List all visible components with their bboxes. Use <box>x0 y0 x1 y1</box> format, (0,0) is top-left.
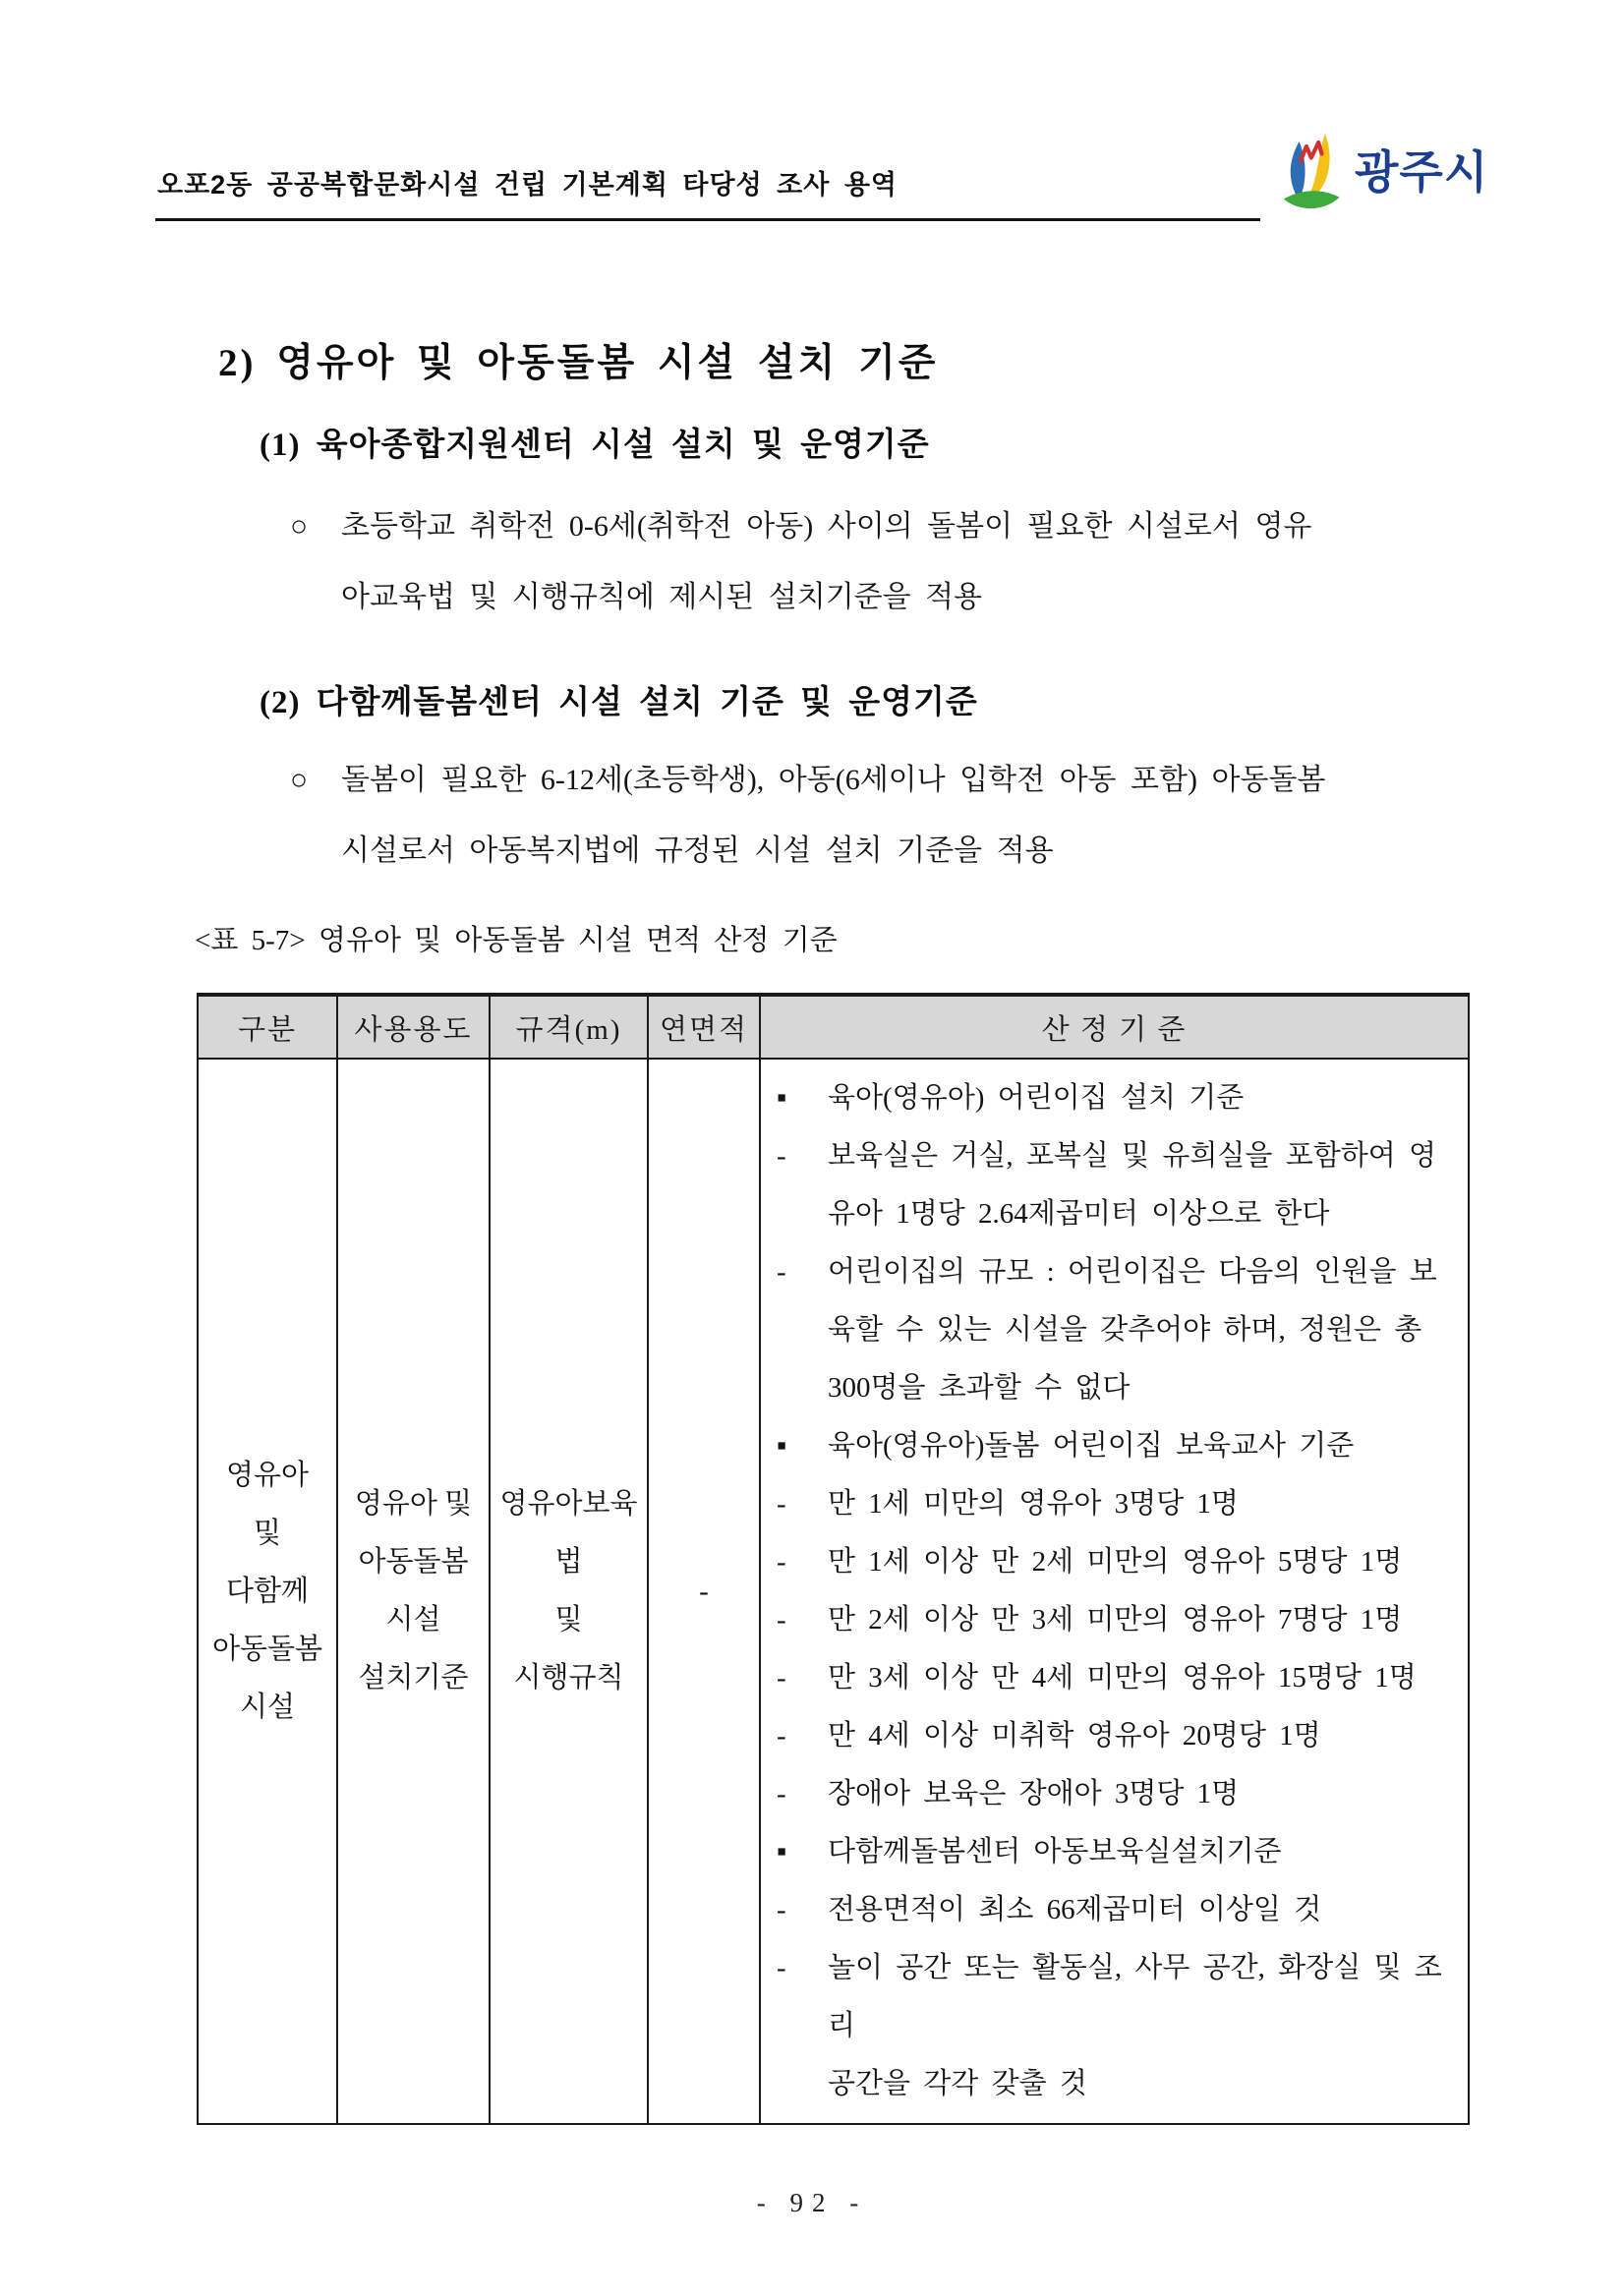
logo-text: 광주시 <box>1355 146 1489 198</box>
column-header-gubun: 구분 <box>198 995 337 1059</box>
cell-criteria <box>760 1059 1469 2124</box>
table-caption: <표 5-7> 영유아 및 아동돌봄 시설 면적 산정 기준 <box>195 925 838 956</box>
bullet-line: 초등학교 취학전 0-6세(취학전 아동) 사이의 돌봄이 필요한 시설로서 영유 <box>341 510 1312 543</box>
criteria-text: 만 2세 이상 만 3세 미만의 영유아 7명당 1명 <box>828 1604 1403 1636</box>
circle-bullet-icon: ○ <box>290 510 309 543</box>
cell-line: 영유아보육법 <box>499 1488 638 1578</box>
column-header-area: 연면적 <box>648 995 760 1059</box>
criteria-marker: - <box>777 1488 786 1520</box>
criteria-text: 장애아 보육은 장애아 3명당 1명 <box>828 1778 1240 1809</box>
cell-line: 영유아 <box>225 1459 310 1491</box>
bullet-line: 돌봄이 필요한 6-12세(초등학생), 아동(6세이나 입학전 아동 포함) 아동돌봄 <box>341 764 1326 796</box>
cell-line: 및 <box>253 1517 281 1549</box>
criteria-marker: - <box>777 1256 786 1288</box>
column-header-usage: 사용용도 <box>337 995 490 1059</box>
cell-line: 다함께 <box>225 1575 310 1607</box>
criteria-text: 만 4세 이상 미취학 영유아 20명당 1명 <box>828 1720 1321 1751</box>
cell-line: 시행규칙 <box>513 1662 624 1693</box>
section-heading: 2) 영유아 및 아동돌봄 시설 설치 기준 <box>218 342 939 384</box>
subsection-1-heading: (1) 육아종합지원센터 시설 설치 및 운영기준 <box>260 428 930 463</box>
criteria-line <box>777 1185 1458 1243</box>
criteria-marker: - <box>777 1778 786 1809</box>
criteria-line <box>777 1069 1458 1127</box>
criteria-marker: - <box>777 1546 786 1578</box>
criteria-line <box>777 1823 1458 1881</box>
criteria-line <box>777 1765 1458 1823</box>
column-header-criteria: 산 정 기 준 <box>760 995 1469 1059</box>
criteria-text: 공간을 각각 갖출 것 <box>828 2068 1087 2099</box>
criteria-text: 다함께돌봄센터 아동보육실설치기준 <box>828 1836 1282 1867</box>
criteria-line <box>777 1881 1458 1939</box>
cell-line: 시설 <box>239 1691 296 1723</box>
criteria-marker: ▪ <box>777 1836 787 1867</box>
bullet-item-2 <box>290 745 1450 887</box>
cell-line: 아동돌봄 <box>358 1546 469 1578</box>
criteria-text: 전용면적이 최소 66제곱미터 이상일 것 <box>828 1894 1322 1925</box>
subsection-2-heading: (2) 다함께돌봄센터 시설 설치 기준 및 운영기준 <box>260 685 978 720</box>
document-header-title: 오포2동 공공복합문화시설 건립 기본계획 타당성 조사 용역 <box>157 170 898 200</box>
criteria-marker <box>777 1185 828 1243</box>
criteria-marker: - <box>777 1894 786 1925</box>
bullet-item-1 <box>290 491 1450 633</box>
header-rule <box>155 218 1260 221</box>
criteria-line <box>777 1707 1458 1765</box>
table-row <box>198 1059 1469 2124</box>
criteria-marker: - <box>777 1604 786 1636</box>
cell-area: - <box>648 1059 760 2124</box>
criteria-line <box>777 1359 1458 1417</box>
criteria-text: 만 1세 이상 만 2세 미만의 영유아 5명당 1명 <box>828 1546 1403 1578</box>
criteria-marker: ▪ <box>777 1082 787 1114</box>
criteria-text: 육아(영유아)돌봄 어린이집 보육교사 기준 <box>828 1430 1355 1462</box>
criteria-text: 육할 수 있는 시설을 갖추어야 하며, 정원은 총 <box>828 1314 1422 1346</box>
criteria-text: 만 1세 미만의 영유아 3명당 1명 <box>828 1488 1239 1520</box>
criteria-line <box>777 1939 1458 2055</box>
table-header-row <box>198 995 1469 1059</box>
facility-criteria-table <box>197 993 1470 2125</box>
cell-law <box>490 1059 648 2124</box>
cell-usage <box>337 1059 490 2124</box>
criteria-line <box>777 1591 1458 1649</box>
criteria-line <box>777 1533 1458 1591</box>
gwangju-emblem-icon <box>1274 126 1347 212</box>
criteria-text: 보육실은 거실, 포복실 및 유희실을 포함하여 영 <box>828 1140 1437 1172</box>
page-number: - 92 - <box>756 2188 868 2217</box>
gwangju-city-logo <box>1274 126 1488 212</box>
cell-line: 아동돌봄 <box>211 1633 323 1665</box>
criteria-marker: - <box>777 1140 786 1172</box>
criteria-text: 300명을 초과할 수 없다 <box>828 1372 1131 1404</box>
criteria-marker <box>777 1301 828 1359</box>
circle-bullet-icon: ○ <box>290 764 309 796</box>
criteria-marker <box>777 2055 828 2113</box>
criteria-marker <box>777 1359 828 1417</box>
criteria-marker: - <box>777 1952 786 1983</box>
criteria-text: 육아(영유아) 어린이집 설치 기준 <box>828 1082 1245 1114</box>
criteria-text: 유아 1명당 2.64제곱미터 이상으로 한다 <box>828 1198 1330 1230</box>
criteria-marker: - <box>777 1662 786 1693</box>
criteria-line <box>777 1127 1458 1185</box>
criteria-line <box>777 1475 1458 1533</box>
criteria-text: 놀이 공간 또는 활동실, 사무 공간, 화장실 및 조리 <box>828 1952 1442 2041</box>
criteria-line <box>777 1649 1458 1707</box>
criteria-line <box>777 1417 1458 1475</box>
criteria-marker: - <box>777 1720 786 1751</box>
criteria-text: 어린이집의 규모 : 어린이집은 다음의 인원을 보 <box>828 1256 1437 1288</box>
criteria-text: 만 3세 이상 만 4세 미만의 영유아 15명당 1명 <box>828 1662 1417 1693</box>
cell-line: 시설 <box>385 1604 441 1636</box>
criteria-line <box>777 1243 1458 1301</box>
cell-line: 및 <box>554 1604 583 1636</box>
column-header-spec: 규격(m) <box>490 995 648 1059</box>
cell-line: 영유아 및 <box>354 1488 473 1520</box>
criteria-line <box>777 2055 1458 2113</box>
criteria-line <box>777 1301 1458 1359</box>
bullet-indent-spacer <box>290 816 341 887</box>
criteria-marker: ▪ <box>777 1430 787 1462</box>
bullet-line: 시설로서 아동복지법에 규정된 시설 설치 기준을 적용 <box>341 834 1054 867</box>
cell-line: 설치기준 <box>358 1662 469 1693</box>
cell-gubun <box>198 1059 337 2124</box>
bullet-line: 아교육법 및 시행규칙에 제시된 설치기준을 적용 <box>341 581 983 613</box>
bullet-indent-spacer <box>290 562 341 633</box>
